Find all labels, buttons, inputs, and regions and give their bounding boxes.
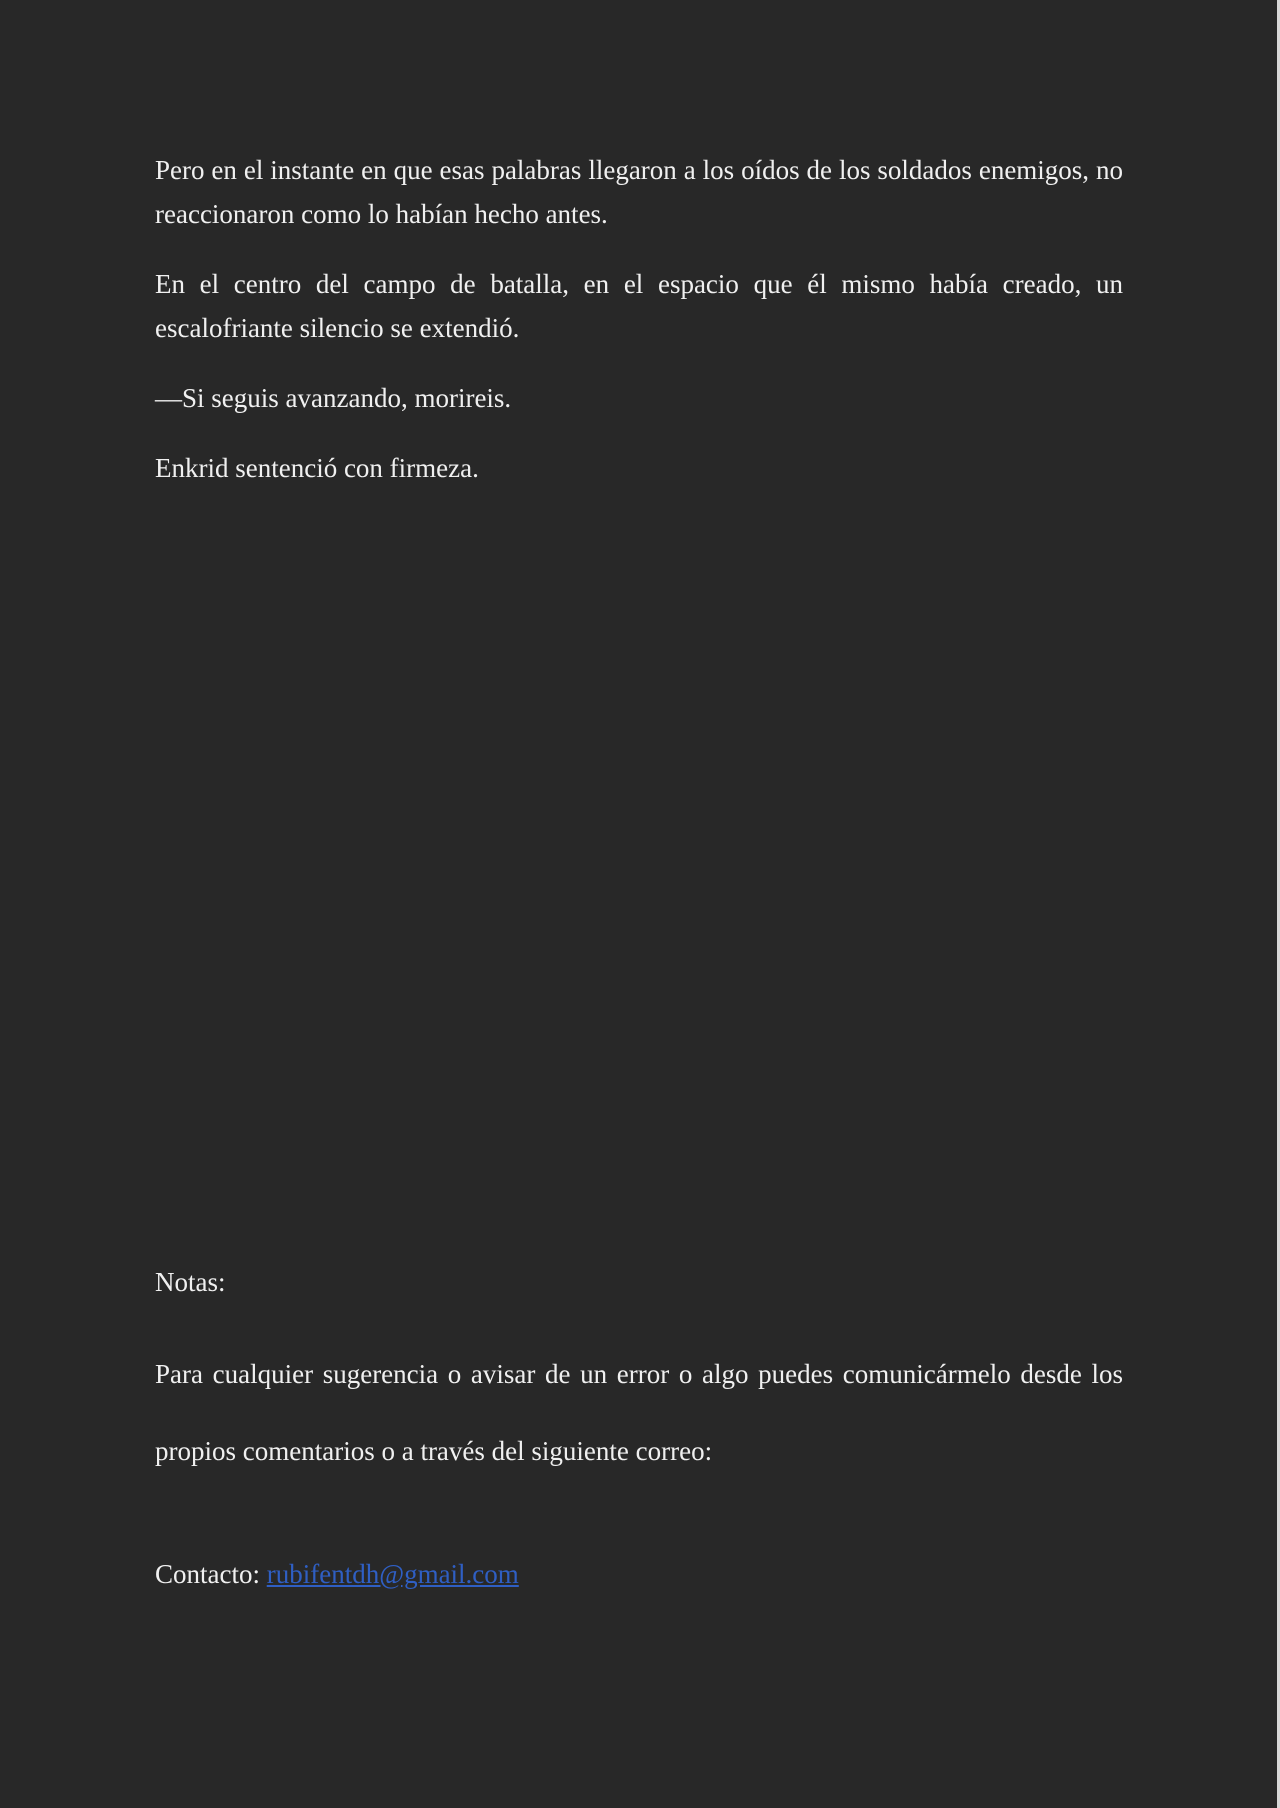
paragraph-2: En el centro del campo de batalla, en el espacio que él mismo había creado, un escalofriante silencio se extendió.	[155, 269, 1123, 343]
contact-label: Contacto:	[155, 1559, 267, 1589]
notes-body: Para cualquier sugerencia o avisar de un error o algo puedes comunicármelo desde los propios comentarios o a través del siguiente correo:	[155, 1359, 1123, 1466]
contact-line	[155, 1552, 1123, 1596]
notes-section	[155, 1260, 1123, 1596]
paragraph-3: —Si seguis avanzando, morireis.	[155, 383, 512, 413]
notes-heading: Notas:	[155, 1267, 226, 1297]
paragraph-1: Pero en el instante en que esas palabras llegaron a los oídos de los soldados enemigos, no reaccionaron como lo habían hecho antes.	[155, 155, 1123, 229]
document-body	[155, 148, 1123, 516]
paragraph-4: Enkrid sentenció con firmeza.	[155, 453, 479, 483]
email-link[interactable]: rubifentdh@gmail.com	[266, 1559, 519, 1589]
